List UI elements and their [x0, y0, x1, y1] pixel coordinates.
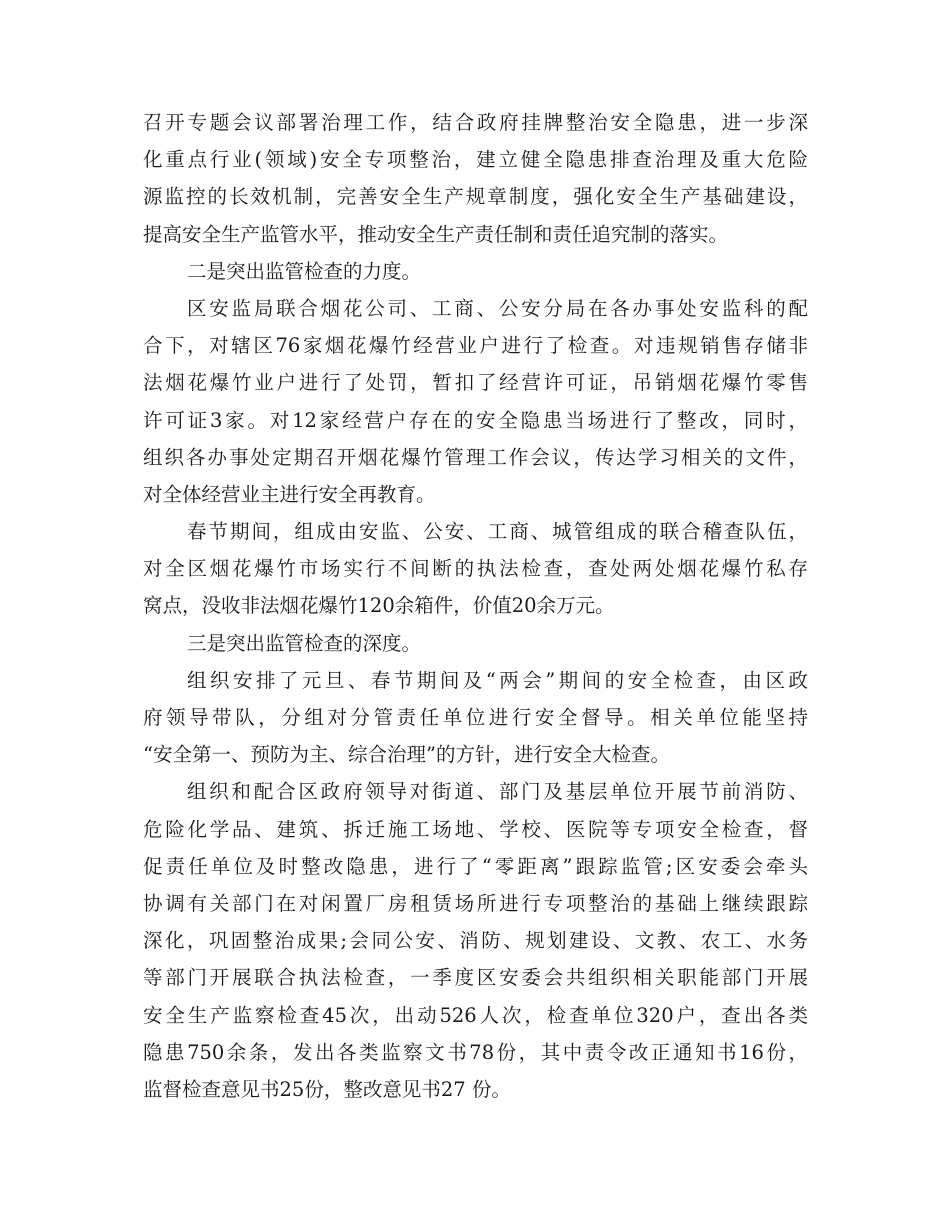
text-line: 春节期间，组成由安监、公安、工商、城管组成的联合稽查队伍， — [187, 520, 808, 544]
text-line: 提高安全生产监管水平，推动安全生产责任制和责任追究制的落实。 — [143, 222, 729, 246]
text-line: 府领导带队，分组对分管责任单位进行安全督导。相关单位能坚持 — [143, 706, 808, 729]
text-line: 组织和配合区政府领导对街道、部门及基层单位开展节前消防、 — [187, 780, 808, 804]
text-line: 深化，巩固整治成果;会同公安、消防、规划建设、文教、农工、水务 — [143, 929, 808, 953]
document-body — [143, 104, 808, 1108]
paragraph — [143, 290, 808, 513]
text-line: 对全体经营业主进行安全再教育。 — [143, 482, 436, 506]
text-line: 许可证3家。对12家经营户存在的安全隐患当场进行了整改，同时， — [143, 408, 808, 432]
text-line: 协调有关部门在对闲置厂房租赁场所进行专项整治的基础上继续跟踪 — [143, 891, 808, 915]
text-line: 隐患750余条，发出各类监察文书78份，其中责令改正通知书16份， — [143, 1040, 808, 1064]
section-heading — [143, 625, 808, 662]
paragraph — [143, 773, 808, 1108]
text-line: 组织安排了元旦、春节期间及“两会”期间的安全检查，由区政 — [187, 668, 808, 692]
text-line: 区安监局联合烟花公司、工商、公安分局在各办事处安监科的配 — [187, 296, 808, 320]
text-line: 召开专题会议部署治理工作，结合政府挂牌整治安全隐患，进一步深 — [143, 111, 808, 134]
text-line: 安全生产监察检查45次，出动526人次，检查单位320户，查出各类 — [143, 1003, 808, 1027]
text-line: 合下，对辖区76家烟花爆竹经营业户进行了检查。对违规销售存储非 — [143, 334, 808, 358]
text-line: 监督检查意见书25份，整改意见书27 份。 — [143, 1077, 511, 1101]
text-line: 三是突出监管检查的深度。 — [187, 631, 422, 655]
paragraph — [143, 662, 808, 774]
text-line: 促责任单位及时整改隐患，进行了“零距离”跟踪监管;区安委会牵头 — [143, 854, 808, 878]
text-line: 二是突出监管检查的力度。 — [187, 259, 422, 283]
paragraph — [143, 513, 808, 625]
text-line: 法烟花爆竹业户进行了处罚，暂扣了经营许可证，吊销烟花爆竹零售 — [143, 371, 808, 395]
text-line: 窝点，没收非法烟花爆竹120余箱件，价值20余万元。 — [143, 594, 615, 618]
text-line: 组织各办事处定期召开烟花爆竹管理工作会议，传达学习相关的文件， — [143, 445, 808, 469]
paragraph — [143, 104, 808, 253]
text-line: 化重点行业(领域)安全专项整治，建立健全隐患排查治理及重大危险 — [143, 148, 808, 172]
text-line: 对全区烟花爆竹市场实行不间断的执法检查，查处两处烟花爆竹私存 — [143, 557, 808, 581]
text-line: 源监控的长效机制，完善安全生产规章制度，强化安全生产基础建设， — [143, 185, 808, 209]
text-line: 危险化学品、建筑、拆迁施工场地、学校、医院等专项安全检查，督 — [143, 817, 808, 841]
text-line: 等部门开展联合执法检查，一季度区安委会共组织相关职能部门开展 — [143, 966, 808, 990]
section-heading — [143, 253, 808, 290]
text-line: “安全第一、预防为主、综合治理”的方针，进行安全大检查。 — [143, 743, 670, 767]
